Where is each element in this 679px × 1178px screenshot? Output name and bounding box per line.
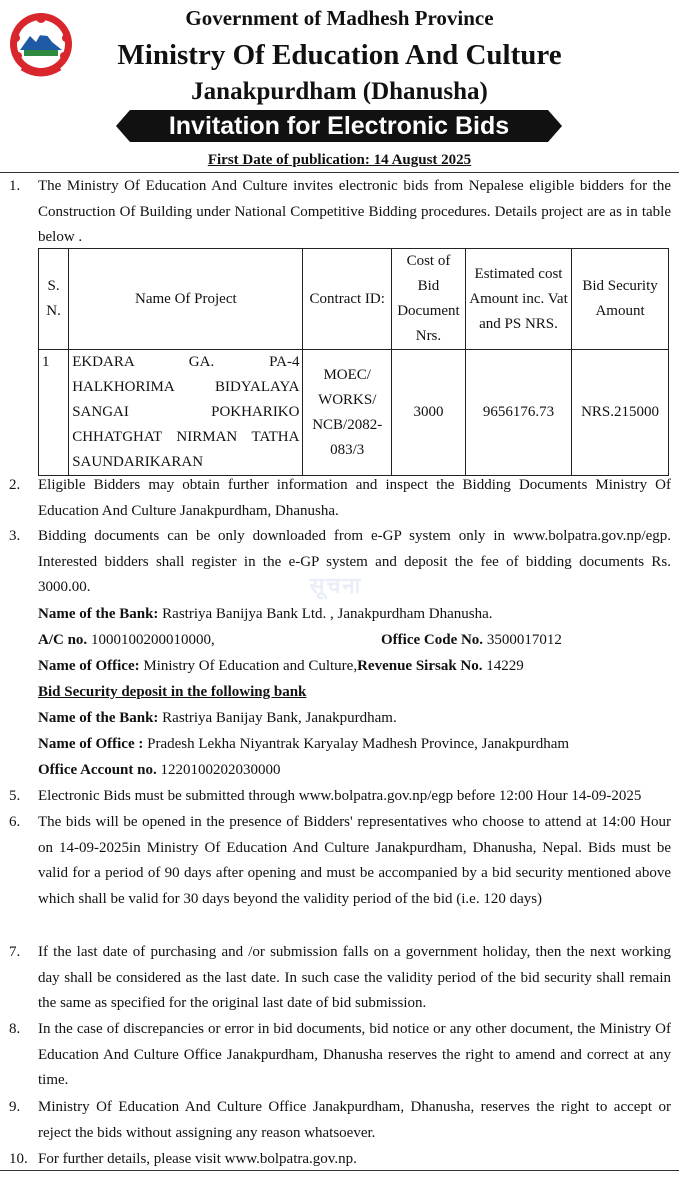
sirsak-value: 14229 [486, 658, 524, 674]
item-number: 10. [9, 1151, 28, 1167]
office-code-value: 3500017012 [486, 632, 562, 648]
item-text: If the last date of purchasing and /or submission falls on a government holiday, then the next working day shall be considered as the last date. In such case the validity period of the bid security shall remain the same as specified for the original last date of bid submission. [38, 944, 671, 1011]
list-item [9, 1017, 671, 1094]
list-item [9, 1095, 671, 1146]
item-number: 7. [9, 944, 21, 960]
ministry-title: Ministry Of Education And Culture [117, 39, 562, 71]
office2-label: Name of Office : [38, 736, 144, 752]
cell-sn: 1 [39, 350, 69, 476]
item-text: For further details, please visit www.bolpatra.gov.np. [38, 1151, 357, 1167]
ac-value: 1000100200010000, [90, 632, 215, 648]
bank-value: Rastriya Banijya Bank Ltd. , Janakpurdham Dhanusha. [162, 606, 493, 622]
office-label: Name of Office: [38, 658, 140, 674]
government-title: Government of Madhesh Province [185, 6, 494, 30]
divider-bottom [0, 1170, 679, 1171]
header-contract: Contract ID: [303, 249, 392, 350]
header-security: Bid Security Amount [572, 249, 669, 350]
cell-cost: 3000 [391, 350, 465, 476]
publication-date: First Date of publication: 14 August 2025 [207, 152, 472, 168]
header-project: Name Of Project [69, 249, 303, 350]
item-text: The bids will be opened in the presence of Bidders' representatives who choose to attend at 14:00 Hour on 14-09-2025in Ministry Of Education And Culture Janakpurdham, Dhanusha, Nepal. Bids must be valid for a period of 90 days after opening and must be accompanied by a bid security mentioned above which shall be valid for 30 days beyond the validity period of the bid (i.e. 120 days) [38, 814, 671, 907]
list-item [9, 1147, 671, 1173]
item-number: 3. [9, 528, 21, 544]
item-number: 8. [9, 1021, 21, 1037]
account-label: Office Account no. [38, 762, 157, 778]
item-text: Ministry Of Education And Culture Office Janakpurdham, Dhanusha, reserves the right to accept or reject the bids without assigning any reason whatsoever. [38, 1099, 671, 1141]
item-number: 6. [9, 814, 21, 830]
bids-table [38, 248, 669, 476]
office-line [38, 654, 668, 680]
cell-security: NRS.215000 [572, 350, 669, 476]
cell-contract: MOEC/ WORKS/ NCB/2082-083/3 [303, 350, 392, 476]
cell-project: EKDARA GA. PA-4 HALKHORIMA BIDYALAYA SANGAI POKHARIKO CHHATGHAT NIRMAN TATHA SAUNDARIKARAN [69, 350, 303, 476]
account-value: 1220100202030000 [160, 762, 281, 778]
office2-value: Pradesh Lekha Niyantrak Karyalay Madhesh Province, Janakpurdham [147, 736, 570, 752]
bank2-line [38, 706, 668, 732]
item-number: 5. [9, 788, 21, 804]
bank2-value: Rastriya Banijay Bank, Janakpurdham. [162, 710, 397, 726]
list-item [9, 940, 671, 1017]
divider-top [0, 172, 679, 173]
bank-label: Name of the Bank: [38, 606, 159, 622]
bank-line [38, 602, 668, 628]
item-text: Electronic Bids must be submitted through www.bolpatra.gov.np/egp before 12:00 Hour 14-09-2025 [38, 788, 642, 804]
item-text: Eligible Bidders may obtain further information and inspect the Bidding Documents Ministry Of Education And Culture Janakpurdham, Dhanusha. [38, 477, 671, 519]
item-number: 1. [9, 178, 21, 194]
cell-estimate: 9656176.73 [465, 350, 571, 476]
list-item [9, 784, 671, 810]
watermark: सूचना [309, 574, 363, 599]
table-header-row [39, 249, 669, 350]
ac-label: A/C no. [38, 632, 88, 648]
deposit-heading: Bid Security deposit in the following bank [38, 684, 307, 700]
account2-line [38, 758, 668, 784]
header-sn: S. N. [39, 249, 69, 350]
office-code-label: Office Code No. [381, 632, 484, 648]
sirsak-label: Revenue Sirsak No. [357, 658, 483, 674]
list-item [9, 810, 671, 912]
banner-title: Invitation for Electronic Bids [168, 112, 510, 140]
item-text: The Ministry Of Education And Culture invites electronic bids from Nepalese eligible bidders for the Construction Of Building under National Competitive Bidding procedures. Details project are as in table below . [38, 178, 671, 245]
office-value: Ministry Of Education and Culture, [143, 658, 358, 674]
item-number: 2. [9, 477, 21, 493]
header-cost: Cost of Bid Document Nrs. [391, 249, 465, 350]
list-item [9, 174, 671, 251]
list-item [9, 473, 671, 524]
item-number: 9. [9, 1099, 21, 1115]
item-text: Bidding documents can be only downloaded from e-GP system only in www.bolpatra.gov.np/egp. Interested bidders shall register in the e-GP system and deposit the fee of bidding documents Rs. 3000.00. [38, 528, 671, 595]
header-estimate: Estimated cost Amount inc. Vat and PS NRS. [465, 249, 571, 350]
office-code-line [381, 628, 671, 654]
list-item [9, 524, 671, 601]
item-text: In the case of discrepancies or error in bid documents, bid notice or any other document, the Ministry Of Education And Culture Office Janakpurdham, Dhanusha reserves the right to amend and correct at any time. [38, 1021, 671, 1088]
office2-line [38, 732, 668, 758]
location-title: Janakpurdham (Dhanusha) [191, 78, 488, 105]
table-row [39, 350, 669, 476]
bank2-label: Name of the Bank: [38, 710, 159, 726]
